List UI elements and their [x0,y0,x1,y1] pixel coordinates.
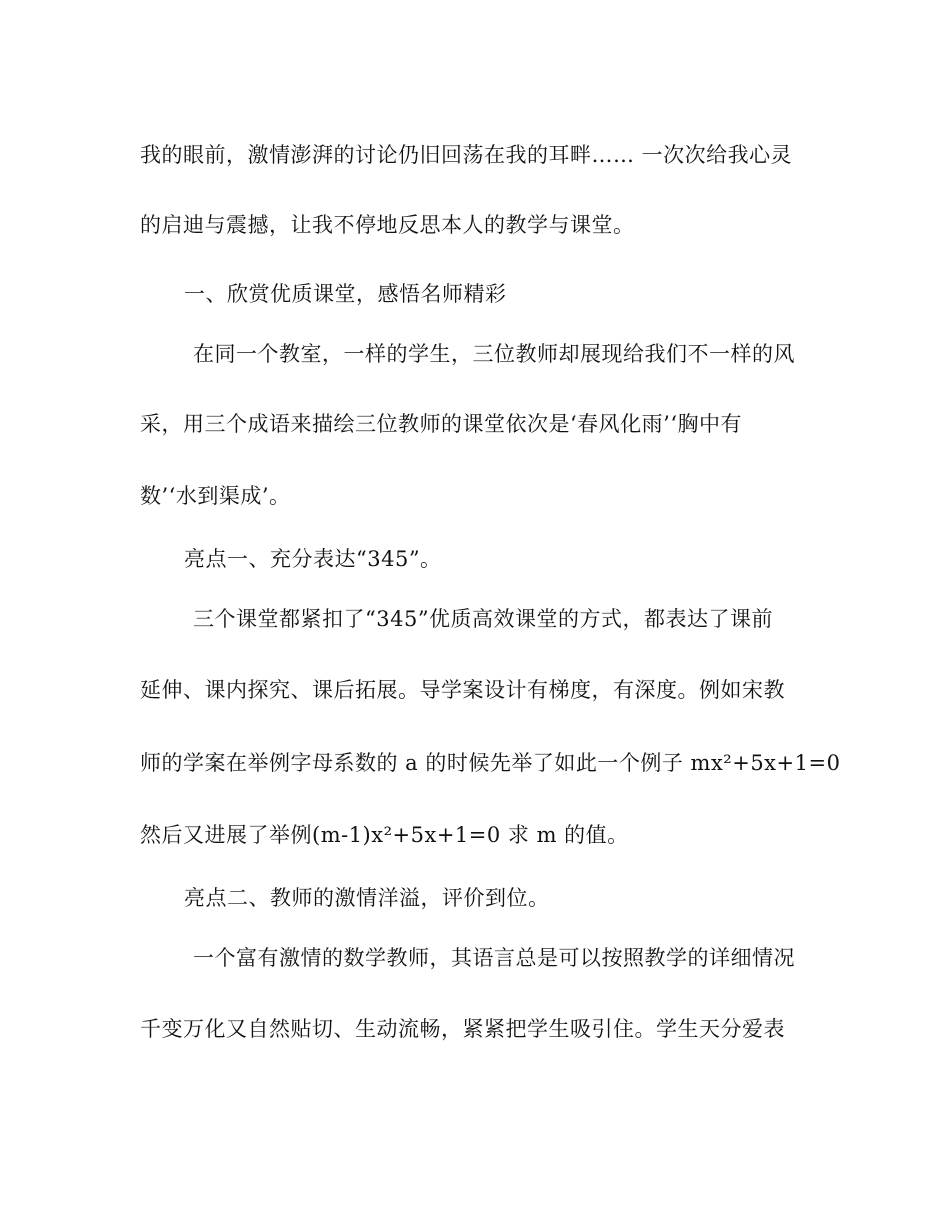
highlight-heading: 亮点二、教师的激情洋溢，评价到位。 [184,886,550,910]
paragraph-line: 的启迪与震撼，让我不停地反思本人的教学与课堂。 [140,213,635,237]
paragraph-line: 在同一个教室，一样的学生，三位教师却展现给我们不一样的风 [193,342,795,366]
paragraph-line: 采，用三个成语来描绘三位教师的课堂依次是‘春风化雨’‘胸中有 [140,412,743,436]
highlight-heading: 亮点一、充分表达“345”。 [184,547,442,571]
paragraph-line: 三个课堂都紧扣了“345”优质高效课堂的方式，都表达了课前 [193,607,774,631]
paragraph-line: 一个富有激情的数学教师，其语言总是可以按照教学的详细情况 [193,946,795,970]
paragraph-line: 数’‘水到渠成’。 [140,484,291,508]
paragraph-line: 然后又进展了举例(m-1)x²+5x+1=0 求 m 的值。 [140,823,629,847]
paragraph-line: 师的学案在举例字母系数的 a 的时候先举了如此一个例子 mx²+5x+1=0 [140,751,841,775]
paragraph-line: 千变万化又自然贴切、生动流畅，紧紧把学生吸引住。学生天分爱表 [140,1017,785,1041]
section-heading: 一、欣赏优质课堂，感悟名师精彩 [184,282,507,306]
paragraph-line: 我的眼前，激情澎湃的讨论仍旧回荡在我的耳畔…… 一次次给我心灵 [140,143,793,167]
paragraph-line: 延伸、课内探究、课后拓展。导学案设计有梯度，有深度。例如宋教 [140,678,785,702]
